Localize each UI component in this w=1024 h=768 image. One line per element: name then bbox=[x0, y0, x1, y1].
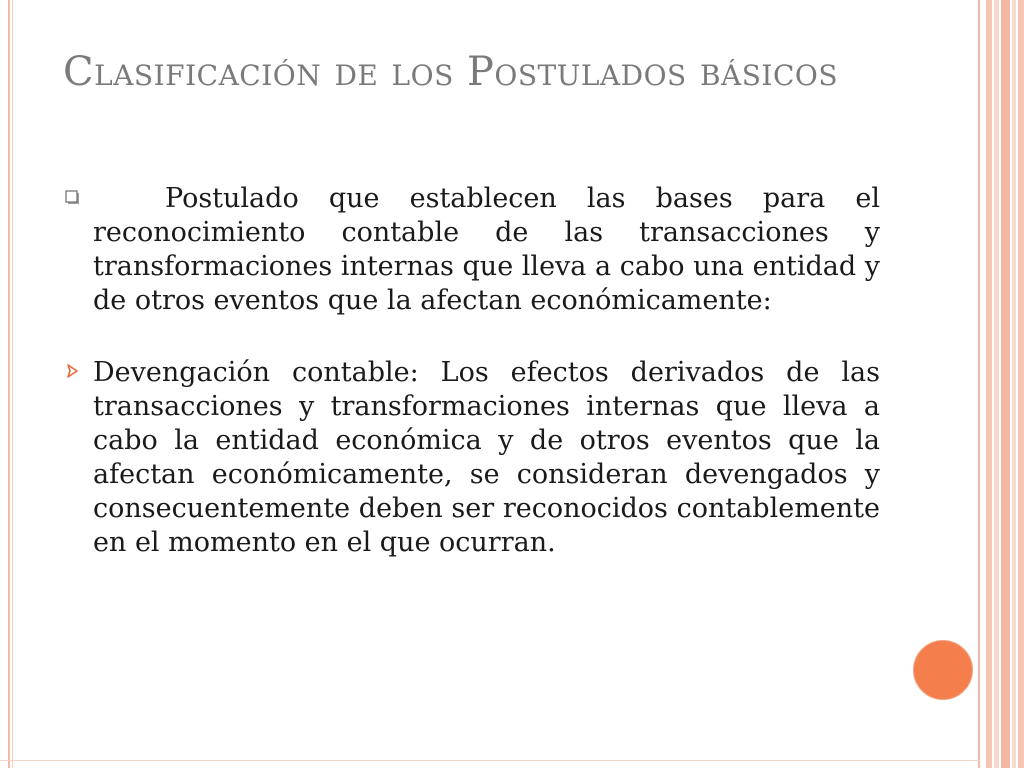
bullet-item-1 bbox=[62, 182, 880, 318]
bullet-text-1: Postulado que establecen las bases para el reconocimiento contable de las transacciones y transformaciones internas que lleva a cabo una entidad y de otros eventos que la afectan económicamente: bbox=[93, 183, 880, 316]
arrow-bullet-icon bbox=[64, 362, 82, 380]
decorative-stripe bbox=[1018, 0, 1024, 768]
square-bullet-icon bbox=[64, 188, 82, 206]
decorative-stripe bbox=[986, 0, 992, 768]
slide-body bbox=[62, 182, 880, 560]
decorative-stripe bbox=[1001, 0, 1010, 768]
bullet-text-2: Devengación contable: Los efectos derivados de las transacciones y transformaciones internas que lleva a cabo la entidad económica y de otros eventos que la afectan económicamente, se consideran devengados y consecuentemente deben ser reconocidos contablemente en el momento en el que ocurran. bbox=[93, 357, 880, 558]
slide-title: Clasificación de los Postulados básicos bbox=[63, 49, 839, 95]
accent-circle bbox=[913, 640, 973, 700]
decorative-stripe bbox=[1012, 0, 1016, 768]
bullet-item-2 bbox=[62, 356, 880, 560]
decorative-stripe bbox=[994, 0, 999, 768]
frame-line-bottom bbox=[0, 760, 980, 761]
frame-line-left bbox=[8, 0, 10, 768]
frame-line-right bbox=[978, 0, 980, 768]
frame-line-left-inner bbox=[12, 0, 13, 768]
